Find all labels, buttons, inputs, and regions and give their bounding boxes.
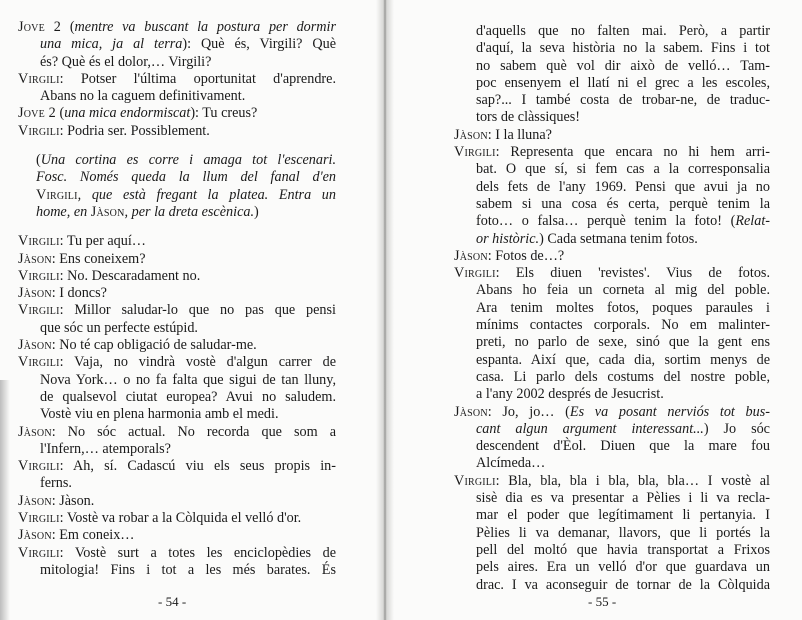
speaker-name: Jàson [18, 285, 52, 302]
line-text: : Jo, jo… ( [487, 403, 570, 420]
dialogue-line [454, 144, 770, 161]
line-text: sap?... I també costa de trobar-ne, de traduc- [476, 92, 770, 109]
speaker-name: Jàson [18, 250, 52, 267]
line-text: pell del moltó que havia transportat a Frixos [476, 541, 770, 558]
speaker-name: Jàson [18, 423, 52, 440]
dialogue-line [454, 282, 770, 299]
line-text: ( [61, 19, 75, 35]
line-text: : Ah, sí. Cadascú viu els seus propis in- [59, 458, 336, 475]
dialogue-line [18, 458, 336, 475]
line-text: : No. Descaradament no. [59, 267, 201, 284]
dialogue-line [18, 493, 336, 510]
speaker-name: Jàson [454, 126, 488, 143]
speaker-name: Jove 2 [18, 105, 56, 122]
dialogue-line [18, 545, 336, 562]
dialogue-line [454, 455, 770, 472]
speaker-name: Jàson [454, 247, 488, 264]
stage-direction-text: , per la dreta escènica. [124, 203, 255, 220]
dialogue-line [18, 54, 336, 71]
dialogue-line [454, 265, 770, 282]
speaker-name: Jàson [90, 203, 125, 220]
line-text: : Fotos de…? [487, 247, 565, 264]
dialogue-line [454, 179, 770, 196]
speaker-name: Virgili [18, 544, 60, 561]
dialogue-line [454, 490, 770, 507]
line-text: ferns. [40, 475, 72, 492]
stage-direction-text: Relat- [735, 213, 770, 230]
dialogue-line [454, 161, 770, 178]
speaker-name: Virgili [18, 70, 60, 87]
right-page [392, 0, 802, 620]
stage-direction-line [18, 187, 336, 204]
dialogue-line [18, 19, 336, 36]
paragraph-gap [18, 140, 336, 152]
line-text: : Bla, bla, bla i bla, bla, bla… I vostè al [495, 472, 770, 489]
line-text: ) Jo sóc [703, 420, 770, 437]
line-text: espanta. Així que, cada dia, sortim menys de [476, 351, 770, 368]
dialogue-line [454, 369, 770, 386]
dialogue-line [18, 88, 336, 105]
line-text: pels aires. Era un velló d'or que guardava un [476, 559, 770, 576]
line-text: Ara tenim moltes fotos, poques paraules i [476, 299, 770, 316]
dialogue-line [18, 251, 336, 268]
dialogue-line [18, 510, 336, 527]
stage-direction-text: Una cortina es corre i amaga tot l'escenari. [40, 152, 336, 169]
stage-direction-text: Fosc. Només queda la llum del fanal d'en [36, 169, 336, 186]
line-text: : No té cap obligació de saludar-me. [51, 337, 257, 354]
line-text: no sabem què vol dir això de velló… Tam- [476, 57, 770, 74]
line-text: Nova York… o no fa falta que sigui de tan lluny, [40, 371, 336, 388]
paragraph-gap [18, 221, 336, 233]
line-text: Pèlies li va demanar, llavors, que li portés la [476, 524, 770, 541]
stage-direction-text: cant algun argument interessant... [476, 420, 704, 437]
stage-direction-text: Es va posant nerviós tot bus- [569, 403, 770, 420]
line-text: descendent d'Èol. Diuen que la mare fou [476, 438, 770, 455]
dialogue-line [454, 196, 770, 213]
speaker-name: Jàson [18, 337, 52, 354]
line-text: : Vostè va robar a la Còlquida el velló d'or. [59, 510, 302, 527]
line-text: drac. I va aconseguir de tornar de la Còlquida [476, 576, 770, 593]
speaker-name: Virgili [454, 472, 496, 489]
stage-direction-text: or històric. [476, 230, 540, 247]
dialogue-line [454, 127, 770, 144]
line-text: : Vostè surt a totes les enciclopèdies de [59, 544, 336, 561]
dialogue-line [18, 268, 336, 285]
left-page-number: - 54 - [158, 594, 187, 609]
dialogue-line [18, 354, 336, 371]
speaker-name: Virgili [18, 354, 60, 371]
speaker-name: Virgili [36, 186, 78, 203]
line-text: mar el poder que legítimament li pertanyia. I [476, 507, 770, 524]
dialogue-line [454, 58, 770, 75]
line-text: : Representa que encara no hi hem arri- [495, 144, 770, 161]
stage-direction-line [18, 169, 336, 186]
line-text: poc ensenyem el llatí ni el grec a les escoles, [476, 74, 770, 91]
dialogue-line [18, 389, 336, 406]
dialogue-line [18, 562, 336, 579]
dialogue-line [18, 320, 336, 337]
stage-direction-line [18, 152, 336, 169]
stage-direction-text: , que està fregant la platea. Entra un [77, 186, 336, 203]
right-page-text [454, 23, 770, 594]
line-text: dels fets de l'any 1969. Pensi que avui ja no [476, 178, 770, 195]
dialogue-line [454, 317, 770, 334]
line-text: : Jàson. [51, 492, 95, 509]
dialogue-line [454, 231, 770, 248]
speaker-name: Jàson [454, 403, 488, 420]
dialogue-line [18, 71, 336, 88]
speaker-name: Virgili [454, 144, 496, 161]
speaker-name: Jàson [18, 492, 52, 509]
line-text: bat. O que sí, si fem cas a la corresponsalia [476, 161, 770, 178]
dialogue-line [18, 285, 336, 302]
line-text: Abans ho feia un corneta al mig del poble. [476, 282, 770, 299]
stage-direction-text: mentre va buscant la postura per dormir [74, 19, 336, 35]
dialogue-line [454, 507, 770, 524]
dialogue-line [18, 105, 336, 122]
line-text: foto… o falsa… perquè tenim la foto! ( [476, 213, 736, 230]
dialogue-line [454, 334, 770, 351]
speaker-name: Virgili [18, 302, 60, 319]
line-text: ): Tu creus? [190, 105, 258, 122]
line-text: sisè dia es va presentar a Pèlies i li va recla- [476, 490, 770, 507]
dialogue-line [18, 441, 336, 458]
dialogue-line [454, 577, 770, 594]
line-text: Vostè viu en plena harmonia amb el medi. [40, 406, 279, 423]
dialogue-line [454, 421, 770, 438]
dialogue-line [454, 109, 770, 126]
line-text: Abans no la caguem definitivament. [40, 88, 246, 105]
line-text: mínims contactes corporals. No em malinter- [476, 317, 770, 334]
dialogue-line [18, 406, 336, 423]
dialogue-line [454, 300, 770, 317]
line-text: : Millor saludar-lo que no pas que pensi [59, 302, 336, 319]
left-page [0, 0, 383, 620]
dialogue-line [454, 75, 770, 92]
dialogue-line [18, 475, 336, 492]
line-text: ) [254, 203, 259, 220]
dialogue-line [454, 404, 770, 421]
left-page-text [18, 19, 336, 579]
line-text: : Ens coneixem? [51, 250, 146, 267]
line-text: de qualsevol ciutat europea? Avui no saludem. [40, 388, 336, 405]
speaker-name: Virgili [18, 233, 60, 250]
speaker-name: Virgili [18, 122, 60, 139]
line-text: : Em coneix… [51, 527, 135, 544]
dialogue-line [18, 233, 336, 250]
dialogue-line [454, 525, 770, 542]
speaker-name: Virgili [18, 458, 60, 475]
dialogue-line [454, 386, 770, 403]
line-text: sabem si una cosa és certa, perquè tenim la [476, 195, 770, 212]
line-text: : I doncs? [51, 285, 107, 302]
dialogue-line [18, 527, 336, 544]
dialogue-line [18, 36, 336, 53]
dialogue-line [18, 337, 336, 354]
speaker-name: Virgili [454, 265, 496, 282]
speaker-name: Jove 2 [18, 19, 62, 35]
line-text: ): Què és, Virgili? Què [182, 36, 336, 53]
line-text: casa. Li parlo dels costums del nostre poble, [476, 368, 770, 385]
line-text: : Els diuen 'revistes'. Vius de fotos. [495, 265, 770, 282]
stage-open-paren: ( [36, 152, 41, 169]
speaker-name: Jàson [18, 527, 52, 544]
line-text: que sóc un perfecte estúpid. [40, 319, 198, 336]
line-text: ( [55, 105, 65, 122]
dialogue-line [454, 473, 770, 490]
dialogue-line [18, 424, 336, 441]
stage-direction-text: una mica, ja al terra [40, 36, 183, 53]
line-text: d'aquí, la seva història no la sabem. Fins i tot [476, 40, 770, 57]
line-text: : Tu per aquí… [59, 233, 146, 250]
dialogue-line [454, 213, 770, 230]
dialogue-line [454, 40, 770, 57]
stage-direction-line [18, 204, 336, 221]
line-text: ) Cada setmana tenim fotos. [539, 230, 698, 247]
speaker-name: Virgili [18, 510, 60, 527]
dialogue-line [18, 302, 336, 319]
line-text: : No sóc actual. No recorda que som a [51, 423, 336, 440]
dialogue-line [18, 123, 336, 140]
speaker-name: Virgili [18, 267, 60, 284]
dialogue-line [454, 352, 770, 369]
line-text: tors de clàssiques! [476, 109, 581, 126]
stage-direction-text: una mica endormiscat [64, 105, 191, 122]
dialogue-line [454, 438, 770, 455]
dialogue-line [454, 542, 770, 559]
line-text: l'Infern,… atemporals? [40, 440, 171, 457]
line-text: : Potser l'última oportunitat d'aprendre. [59, 70, 336, 87]
line-text: d'aquells que no falten mai. Però, a partir [476, 23, 770, 39]
dialogue-line [454, 92, 770, 109]
stage-direction-text: home, en [36, 203, 91, 220]
line-text: mitologia! Fins i tot a les més barates. És [40, 561, 336, 578]
dialogue-line [454, 23, 770, 40]
dialogue-line [18, 372, 336, 389]
dialogue-line [454, 559, 770, 576]
line-text: : Vaja, no vindrà vostè d'algun carrer de [59, 354, 336, 371]
line-text: a l'any 2002 després de Jesucrist. [476, 386, 664, 403]
line-text: preti, no parlo de sexe, sinó que la gent ens [476, 334, 770, 351]
line-text: : I la lluna? [487, 126, 552, 143]
line-text: Alcímeda… [476, 455, 546, 472]
line-text: : Podria ser. Possiblement. [59, 122, 210, 139]
line-text: és? Què és el dolor,… Virgili? [40, 53, 212, 70]
right-page-number: - 55 - [588, 594, 617, 609]
dialogue-line [454, 248, 770, 265]
